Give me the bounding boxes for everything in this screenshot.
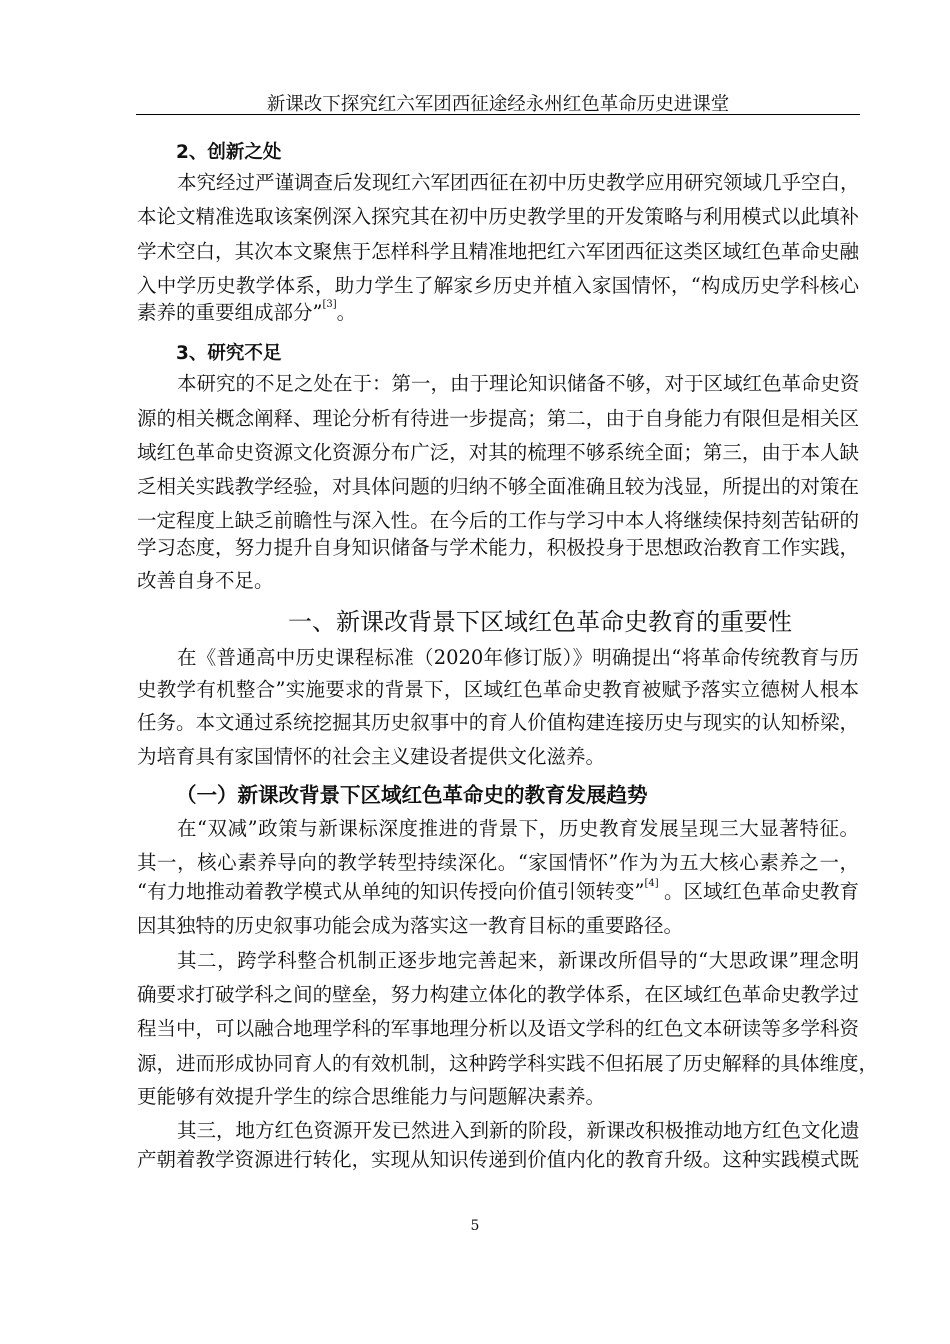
paragraph-line: 程当中，可以融合地理学科的军事地理分析以及语文学科的红色文本研读等多学科资 xyxy=(137,1017,859,1040)
page-number: 5 xyxy=(470,1218,480,1234)
line-text: 。 xyxy=(336,301,357,324)
header-rule xyxy=(136,114,860,115)
paragraph-line: 任务。本文通过系统挖掘其历史叙事中的育人价值构建连接历史与现实的认知桥梁， xyxy=(137,711,859,734)
citation: [3] xyxy=(322,299,337,310)
paragraph-line: 史教学有机整合”实施要求的背景下，区域红色革命史教育被赋予落实立德树人根本 xyxy=(137,678,859,701)
paragraph-line: 本究经过严谨调查后发现红六军团西征在初中历史教学应用研究领域几乎空白， xyxy=(177,171,860,194)
paragraph-line: 因其独特的历史叙事功能会成为落实这一教育目标的重要路径。 xyxy=(137,914,684,937)
citation: [4] xyxy=(644,878,659,889)
paragraph-line: 一定程度上缺乏前瞻性与深入性。在今后的工作与学习中本人将继续保持刻苦钻研的 xyxy=(137,509,859,532)
paragraph-line: 其三，地方红色资源开发已然进入到新的阶段，新课改积极推动地方红色文化遗 xyxy=(177,1119,860,1142)
running-header: 新课改下探究红六军团西征途经永州红色革命历史进课堂 xyxy=(266,94,730,115)
paragraph-line: 确要求打破学科之间的壁垒，努力构建立体化的教学体系，在区域红色革命史教学过 xyxy=(137,983,859,1006)
paragraph-line: 源的相关概念阐释、理论分析有待进一步提高；第二，由于自身能力有限但是相关区 xyxy=(137,407,859,430)
paragraph-line: 在《普通高中历史课程标准（2020年修订版）》明确提出“将革命传统教育与历 xyxy=(177,646,859,669)
paragraph-line xyxy=(137,300,859,326)
paragraph-line: 其二，跨学科整合机制正逐步地完善起来，新课改所倡导的“大思政课”理念明 xyxy=(177,949,859,972)
paragraph-line: 本论文精准选取该案例深入探究其在初中历史教学里的开发策略与利用模式以此填补 xyxy=(137,205,859,228)
paragraph-line xyxy=(137,879,859,905)
subsection-heading: （一）新课改背景下区域红色革命史的教育发展趋势 xyxy=(176,783,648,807)
paragraph-line: 本研究的不足之处在于：第一，由于理论知识储备不够，对于区域红色革命史资 xyxy=(177,372,860,395)
paragraph-line: 源，进而形成协同育人的有效机制，这种跨学科实践不但拓展了历史解释的具体维度， xyxy=(137,1052,879,1075)
paragraph-line: 为培育具有家国情怀的社会主义建设者提供文化滋养。 xyxy=(137,745,606,768)
paragraph-line: 乏相关实践教学经验，对具体问题的归纳不够全面准确且较为浅显，所提出的对策在 xyxy=(137,475,859,498)
paragraph-line: 在“双减”政策与新课标深度推进的背景下，历史教育发展呈现三大显著特征。 xyxy=(177,817,859,840)
paragraph-line: 域红色革命史资源文化资源分布广泛，对其的梳理不够系统全面；第三，由于本人缺 xyxy=(137,441,859,464)
paragraph-line: 学术空白，其次本文聚焦于怎样科学且精准地把红六军团西征这类区域红色革命史融 xyxy=(137,240,859,263)
paragraph-line: 产朝着教学资源进行转化，实现从知识传递到价值内化的教育升级。这种实践模式既 xyxy=(137,1148,859,1171)
line-text: “有力地推动着教学模式从单纯的知识传授向价值引领转变” xyxy=(137,880,645,903)
paragraph-line: 学习态度，努力提升自身知识储备与学术能力，积极投身于思想政治教育工作实践， xyxy=(137,536,859,559)
section-heading-innovation: 2、创新之处 xyxy=(176,142,282,163)
chapter-heading: 一、新课改背景下区域红色革命史教育的重要性 xyxy=(288,608,792,636)
line-text: 。区域红色革命史教育 xyxy=(663,880,859,903)
paragraph-line: 改善自身不足。 xyxy=(137,569,274,592)
line-text xyxy=(137,879,659,905)
paragraph-line: 更能够有效提升学生的综合思维能力与问题解决素养。 xyxy=(137,1085,606,1108)
paragraph-line: 入中学历史教学体系，助力学生了解家乡历史并植入家国情怀，“构成历史学科核心 xyxy=(137,274,859,297)
line-text: 素养的重要组成部分” xyxy=(137,301,323,324)
section-heading-shortcomings: 3、研究不足 xyxy=(176,343,282,364)
paragraph-line: 其一，核心素养导向的教学转型持续深化。“家国情怀”作为为五大核心素养之一， xyxy=(137,851,859,874)
